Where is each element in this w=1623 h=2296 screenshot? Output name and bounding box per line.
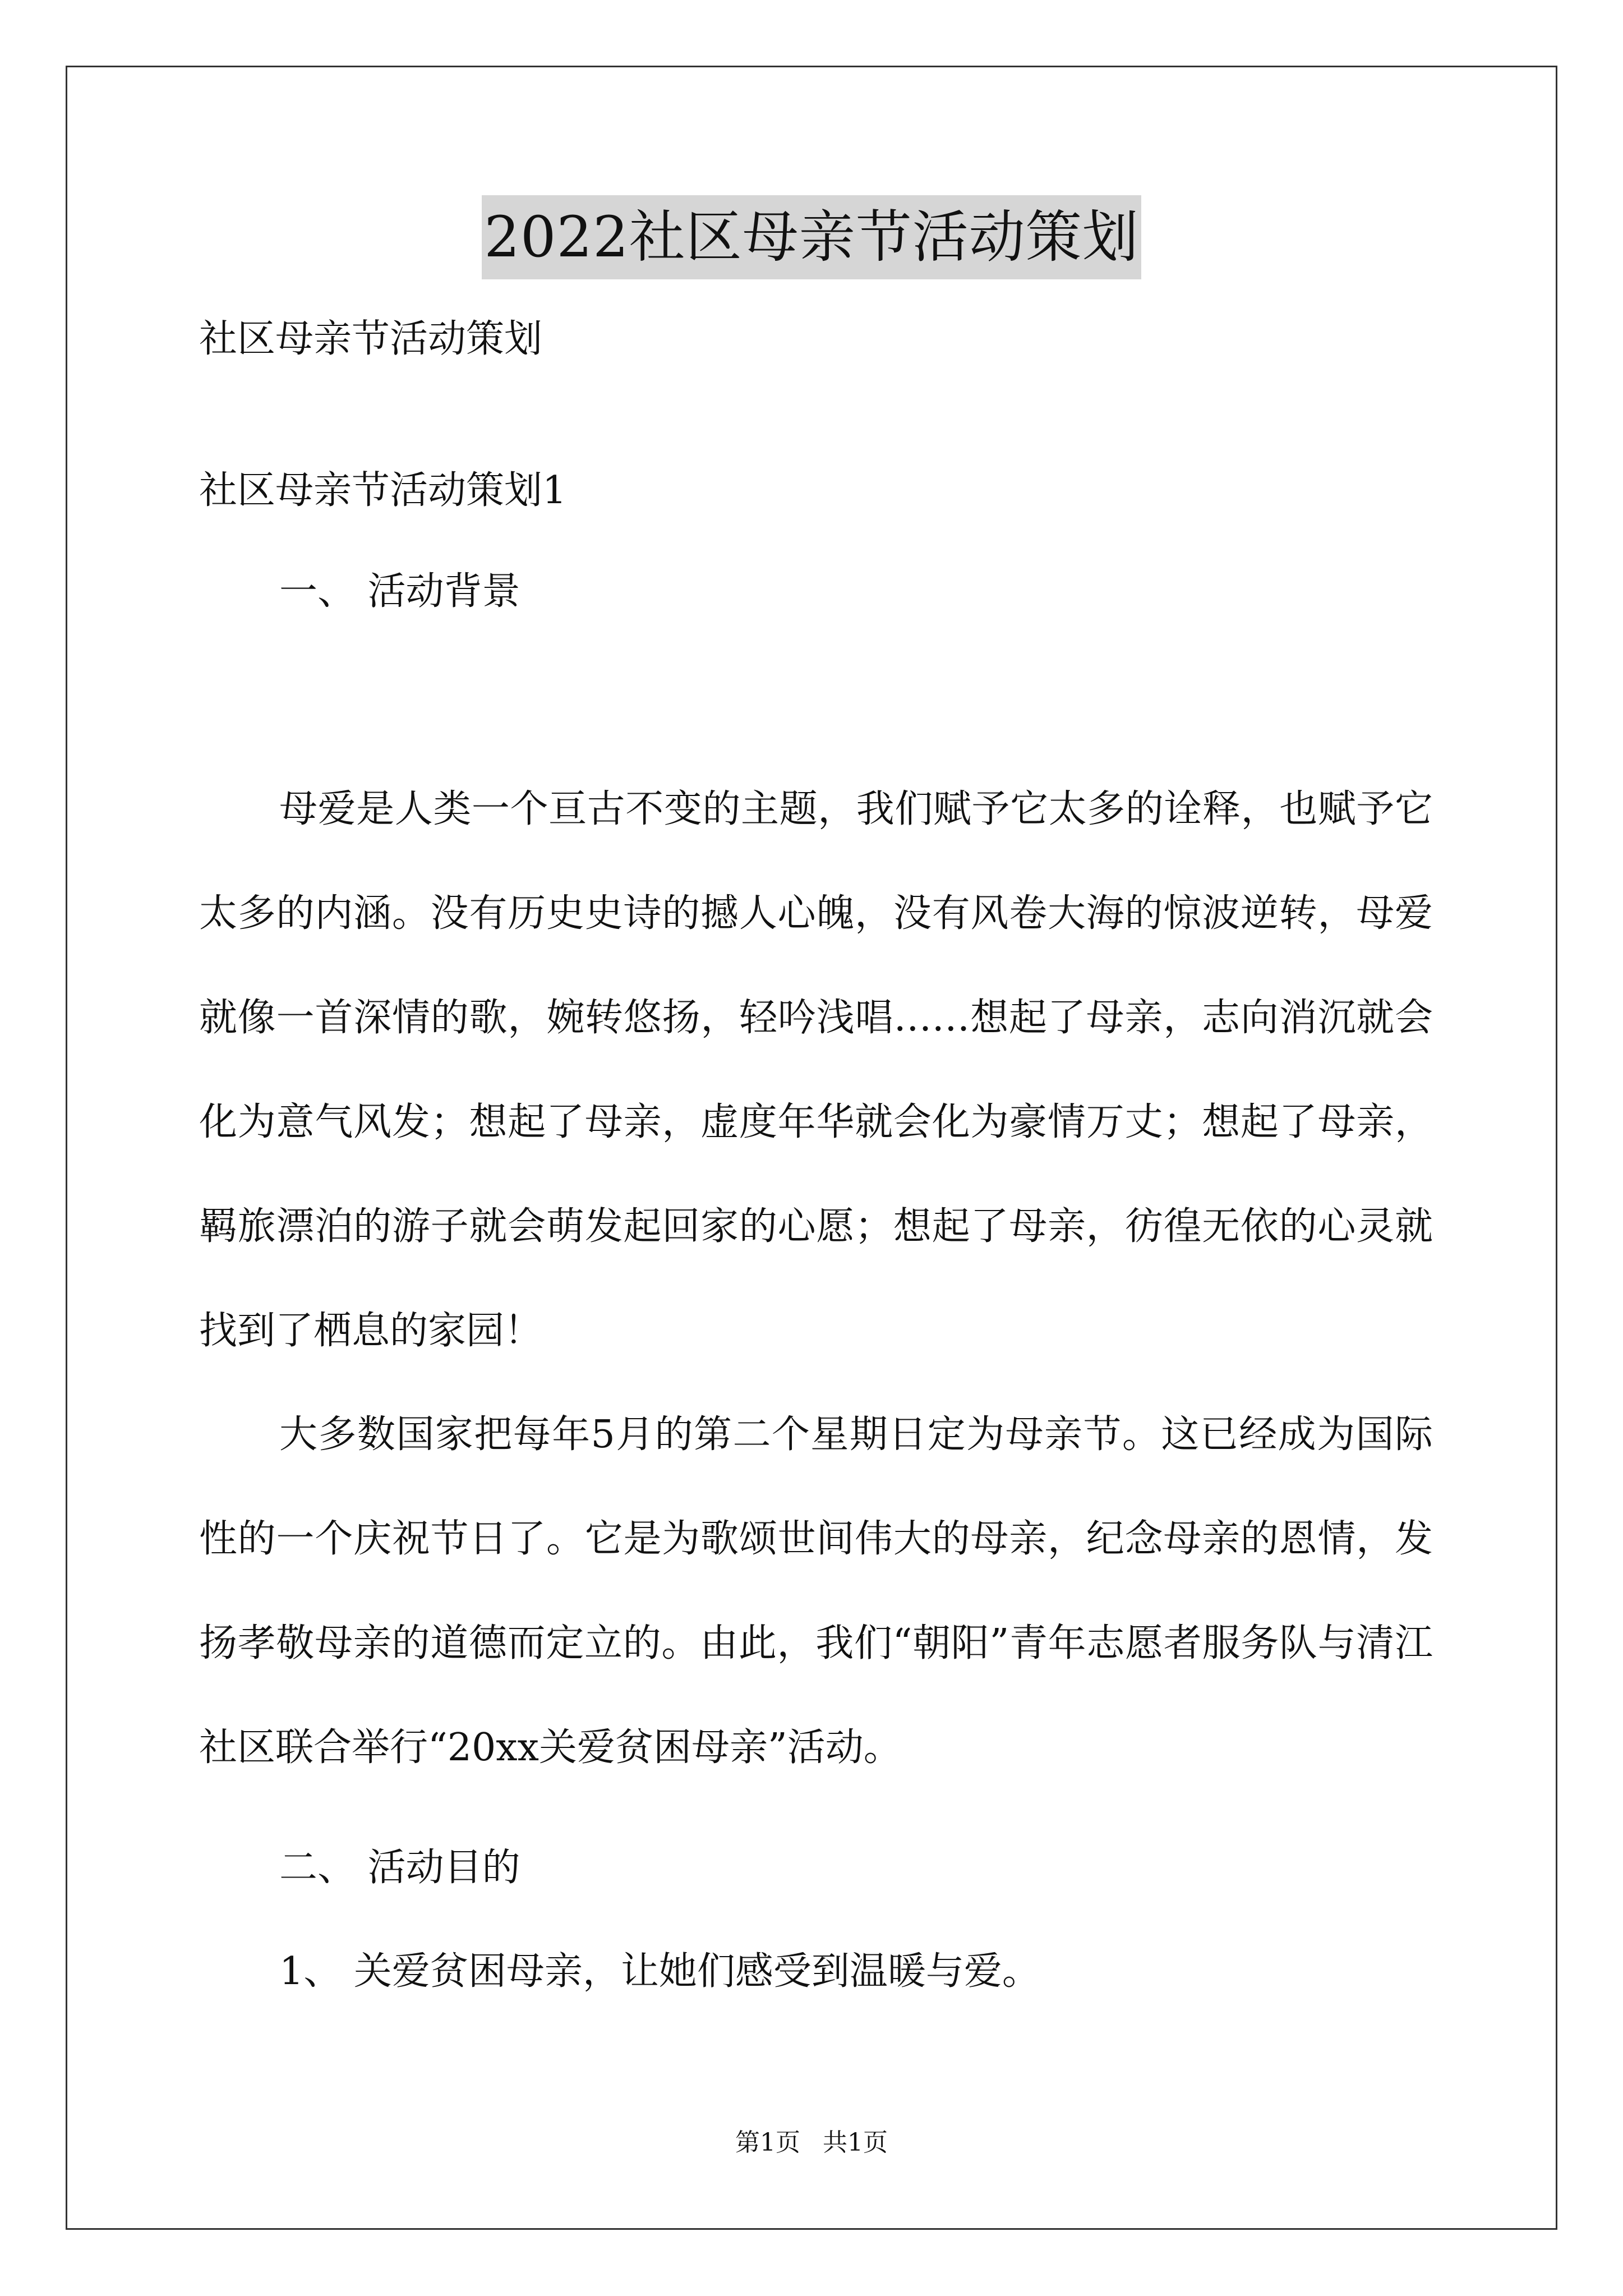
page-number-current: 第1页 bbox=[735, 2128, 800, 2157]
page-footer bbox=[0, 2126, 1623, 2160]
heading-activity-purpose: 二、 活动目的 bbox=[279, 1846, 520, 1890]
title-container bbox=[0, 195, 1623, 279]
list-item-1: 1、 关爱贫困母亲，让她们感受到温暖与爱。 bbox=[279, 1949, 1040, 1994]
document-title: 2022社区母亲节活动策划 bbox=[482, 195, 1141, 279]
paragraph-mothers-day: 大多数国家把每年5月的第二个星期日定为母亲节。这已经成为国际性的一个庆祝节日了。它是为歌颂世间伟大的母亲，纪念母亲的恩情，发扬孝敬母亲的道德而定立的。由此，我们“朝阳”青年志愿者服务队与清江社区联合举行“20xx关爱贫困母亲”活动。 bbox=[199, 1412, 1433, 1770]
paragraph-mother-love: 母爱是人类一个亘古不变的主题，我们赋予它太多的诠释，也赋予它太多的内涵。没有历史史诗的撼人心魄，没有风卷大海的惊波逆转，母爱就像一首深情的歌，婉转悠扬，轻吟浅唱……想起了母亲，志向消沉就会化为意气风发；想起了母亲，虚度年华就会化为豪情万丈；想起了母亲，羁旅漂泊的游子就会萌发起回家的心愿；想起了母亲，彷徨无依的心灵就找到了栖息的家园！ bbox=[199, 787, 1433, 1353]
section-title: 社区母亲节活动策划1 bbox=[199, 468, 567, 513]
document-subtitle: 社区母亲节活动策划 bbox=[199, 317, 543, 361]
page-number-total: 共1页 bbox=[823, 2128, 888, 2157]
heading-activity-background: 一、 活动背景 bbox=[279, 569, 520, 614]
